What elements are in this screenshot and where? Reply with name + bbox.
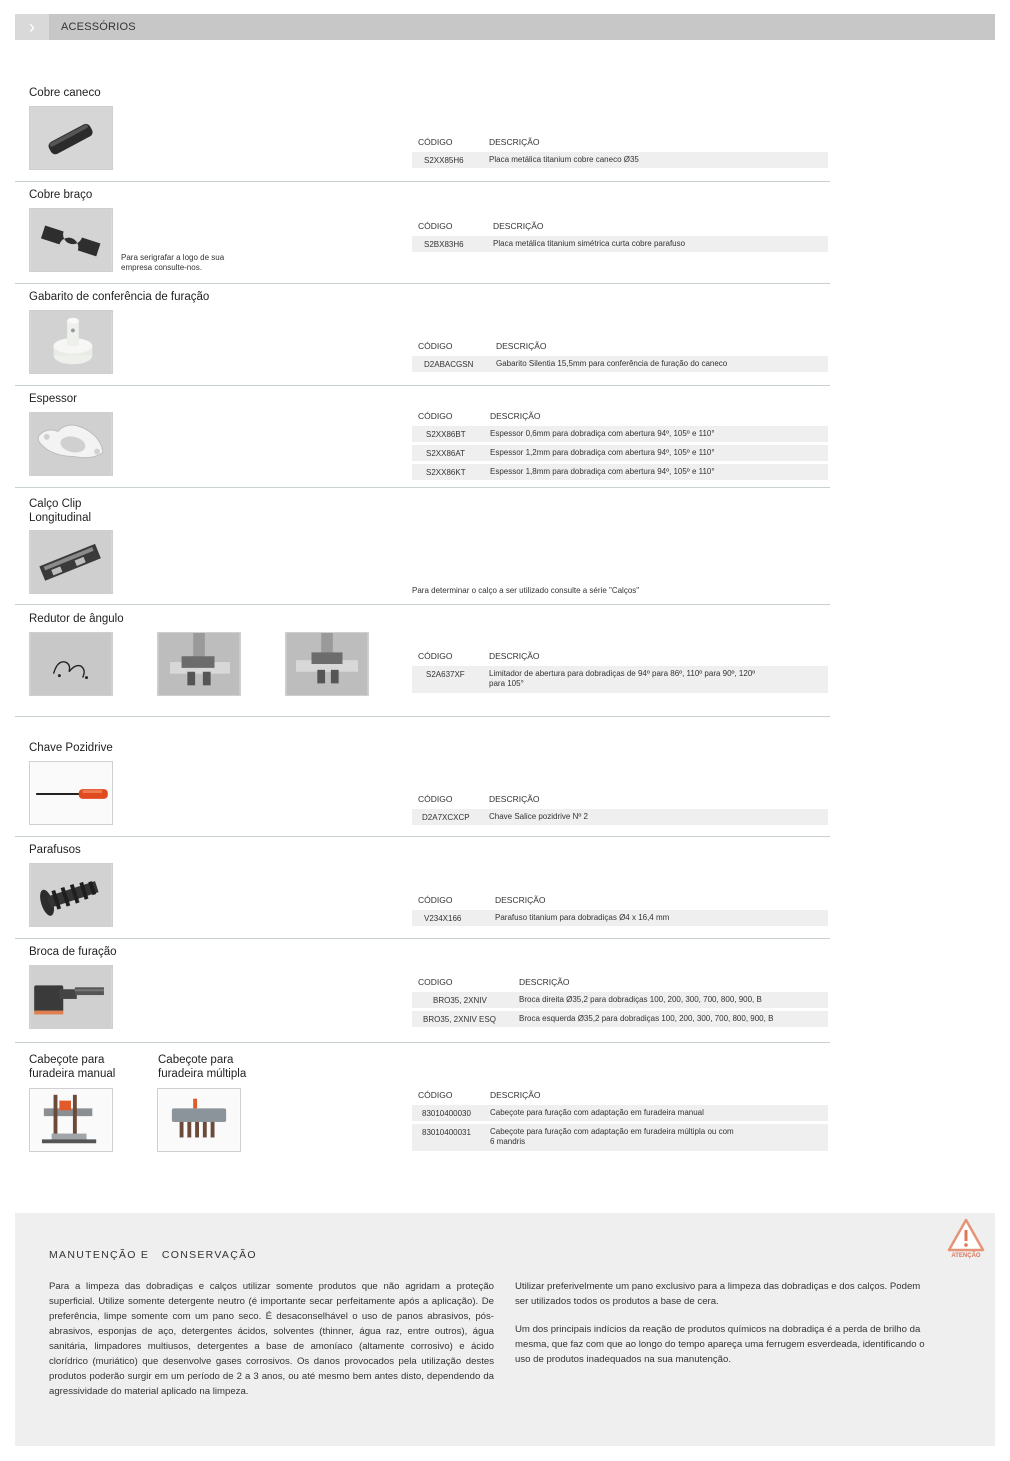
maintenance-text-right: [515, 1279, 930, 1380]
table-row: [412, 809, 828, 825]
description-line: 6 mandris: [490, 1137, 526, 1146]
product-image-cobre-braco: [29, 208, 113, 272]
section-header: [15, 14, 995, 40]
table-row: [412, 152, 828, 168]
section-divider: [15, 1042, 830, 1043]
table-row: [412, 445, 828, 461]
section-divider: [15, 181, 830, 182]
section-title-broca: Broca de furação: [29, 946, 117, 958]
table-row: [412, 1011, 828, 1027]
section-title-cobre-braco: Cobre braço: [29, 189, 93, 201]
section-title-redutor: Redutor de ângulo: [29, 613, 124, 625]
section-divider: [15, 716, 830, 717]
section-divider: [15, 604, 830, 605]
section-title-espessor: Espessor: [29, 393, 77, 405]
warning-badge: [945, 1217, 987, 1263]
column-header-code: CÓDIGO: [418, 411, 453, 421]
column-header-code: CODIGO: [418, 977, 453, 987]
paragraph: Um dos principais indícios da reação de produtos químicos na dobradiça é a perda de brilho da mesma, que faz com que ao longo do tempo apareça uma ferrugem esverdeada, identificando o uso de produtos inadequados na sua manutenção.: [515, 1324, 925, 1365]
column-header-description: DESCRIÇÃO: [489, 137, 540, 147]
product-description: Espessor 1,8mm para dobradiça com abertura 94º, 105º e 110°: [490, 467, 715, 476]
table-row: [412, 1124, 828, 1151]
product-image-calco: [29, 530, 113, 594]
product-code: 83010400031: [422, 1128, 471, 1137]
title-line: furadeira múltipla: [158, 1068, 247, 1080]
column-header-description: DESCRIÇÃO: [490, 411, 541, 421]
section-divider: [15, 938, 830, 939]
product-code: S2XX86BT: [426, 430, 466, 439]
section-title-cabecote-manual: [29, 1053, 115, 1081]
product-code: S2BX83H6: [424, 240, 464, 249]
product-description: Parafuso titanium para dobradiças Ø4 x 16,4 mm: [495, 913, 670, 922]
description-line: Cabeçote para furação com adaptação em furadeira múltipla ou com: [490, 1127, 734, 1136]
product-image-chave: [29, 761, 113, 825]
section-divider: [15, 385, 830, 386]
column-header-code: CÓDIGO: [418, 651, 453, 661]
product-description: Broca direita Ø35,2 para dobradiças 100, 200, 300, 700, 800, 900, B: [519, 995, 762, 1004]
section-title-cobre-caneco: Cobre caneco: [29, 87, 101, 99]
product-code: V234X166: [424, 914, 462, 923]
maintenance-box: [15, 1213, 995, 1446]
product-image-cabecote-manual: [29, 1088, 113, 1152]
product-code: D2ABACGSN: [424, 360, 474, 369]
paragraph: Utilizar preferivelmente um pano exclusivo para a limpeza das dobradiças e dos calços. Podem ser utilizados todos os produtos a base de cera.: [515, 1281, 921, 1307]
product-description: Cabeçote para furação com adaptação em furadeira manual: [490, 1108, 704, 1117]
product-image-redutor-3: [285, 632, 369, 696]
product-description: Espessor 1,2mm para dobradiça com abertura 94º, 105º e 110°: [490, 448, 715, 457]
chevron-right-icon: ›: [15, 14, 49, 40]
description-line: Limitador de abertura para dobradiças de 94º para 86º, 110º para 90º, 120º: [489, 669, 756, 678]
product-description: Placa metálica titanium simétrica curta cobre parafuso: [493, 239, 686, 248]
column-header-description: DESCRIÇÃO: [496, 341, 547, 351]
product-image-redutor-1: [29, 632, 113, 696]
product-image-broca: [29, 965, 113, 1029]
maintenance-title: MANUTENÇÃO E CONSERVAÇÃO: [49, 1249, 257, 1261]
calco-note: Para determinar o calço a ser utilizado consulte a série "Calços": [412, 586, 640, 595]
product-description: Gabarito Silentia 15,5mm para conferência de furação do caneco: [496, 359, 728, 368]
product-code: S2XX85H6: [424, 156, 464, 165]
column-header-code: CÓDIGO: [418, 341, 453, 351]
product-code: S2XX86KT: [426, 468, 466, 477]
column-header-description: DESCRIÇÃO: [489, 651, 540, 661]
product-description: Broca esquerda Ø35,2 para dobradiças 100, 200, 300, 700, 800, 900, B: [519, 1014, 774, 1023]
title-line: Cabeçote para: [158, 1054, 234, 1066]
maintenance-text-left: Para a limpeza das dobradiças e calços utilizar somente produtos que não agridam a proteção superficial. Utilize somente detergente neutro (é importante secar perfeitamente após a aplicação). De preferência, limpe somente com um pano seco. É desaconselhável o uso de panos abrasivos, pós-abrasivos, esponjas de aço, detergentes ácidos, solventes (thinner, água raz, entre outros), água sanitária, limpadores multiusos, detergentes a base de amoníaco (altamente corrosivo) e ácido clorídrico (muriático) que desenvolve gases corrosivos. Os danos provocados pela utilização destes produtos poderão surgir em um período de 2 a 3 anos, ou até mesmo bem antes disto, dependendo da agressividade do material aplicado na limpeza.: [49, 1281, 494, 1397]
column-header-code: CÓDIGO: [418, 137, 453, 147]
table-row: [412, 992, 828, 1008]
title-line: furadeira manual: [29, 1068, 116, 1080]
column-header-description: DESCRIÇÃO: [489, 794, 540, 804]
section-title-parafusos: Parafusos: [29, 844, 81, 856]
product-image-cabecote-multipla: [157, 1088, 241, 1152]
table-row: [412, 910, 828, 926]
column-header-code: CÓDIGO: [418, 221, 453, 231]
product-image-espessor: [29, 412, 113, 476]
warning-icon: [945, 1217, 987, 1253]
warning-label: ATENÇÃO: [951, 1253, 981, 1259]
product-code: S2A637XF: [426, 670, 465, 679]
column-header-code: CÓDIGO: [418, 1090, 453, 1100]
section-title-chave: Chave Pozidrive: [29, 742, 113, 754]
product-code: 83010400030: [422, 1109, 471, 1118]
product-description: [490, 1127, 734, 1147]
product-code: BRO35, 2XNIV ESQ: [423, 1015, 496, 1024]
product-image-gabarito: [29, 310, 113, 374]
header-title: ACESSÓRIOS: [61, 21, 136, 33]
note-serigrafar: [121, 253, 231, 273]
product-description: Chave Salice pozidrive Nº 2: [489, 812, 588, 821]
column-header-description: DESCRIÇÃO: [493, 221, 544, 231]
product-description: Espessor 0,6mm para dobradiça com abertura 94º, 105º e 110°: [490, 429, 715, 438]
table-row: [412, 236, 828, 252]
product-code: S2XX86AT: [426, 449, 465, 458]
column-header-code: CÓDIGO: [418, 895, 453, 905]
product-code: BRO35, 2XNIV: [433, 996, 487, 1005]
section-divider: [15, 487, 830, 488]
section-title-cabecote-multipla: [158, 1053, 246, 1081]
product-image-redutor-2: [157, 632, 241, 696]
table-row: [412, 464, 828, 480]
product-description: Placa metálica titanium cobre caneco Ø35: [489, 155, 639, 164]
description-line: para 105°: [489, 679, 524, 688]
column-header-description: DESCRIÇÃO: [519, 977, 570, 987]
table-row: [412, 426, 828, 442]
title-line: Calço Clip: [29, 498, 82, 510]
column-header-code: CÓDIGO: [418, 794, 453, 804]
product-image-cobre-caneco: [29, 106, 113, 170]
product-description: [489, 669, 755, 689]
table-row: [412, 356, 828, 372]
section-divider: [15, 283, 830, 284]
title-line: Longitudinal: [29, 512, 92, 524]
section-title-calco: [29, 497, 91, 525]
product-code: D2A7XCXCP: [422, 813, 470, 822]
section-divider: [15, 836, 830, 837]
column-header-description: DESCRIÇÃO: [495, 895, 546, 905]
section-title-gabarito: Gabarito de conferência de furação: [29, 291, 210, 303]
note-text: Para serigrafar a logo de sua empresa consulte-nos.: [121, 253, 225, 272]
table-row: [412, 1105, 828, 1121]
table-row: [412, 666, 828, 693]
column-header-description: DESCRIÇÃO: [490, 1090, 541, 1100]
title-line: Cabeçote para: [29, 1054, 105, 1066]
product-image-parafusos: [29, 863, 113, 927]
